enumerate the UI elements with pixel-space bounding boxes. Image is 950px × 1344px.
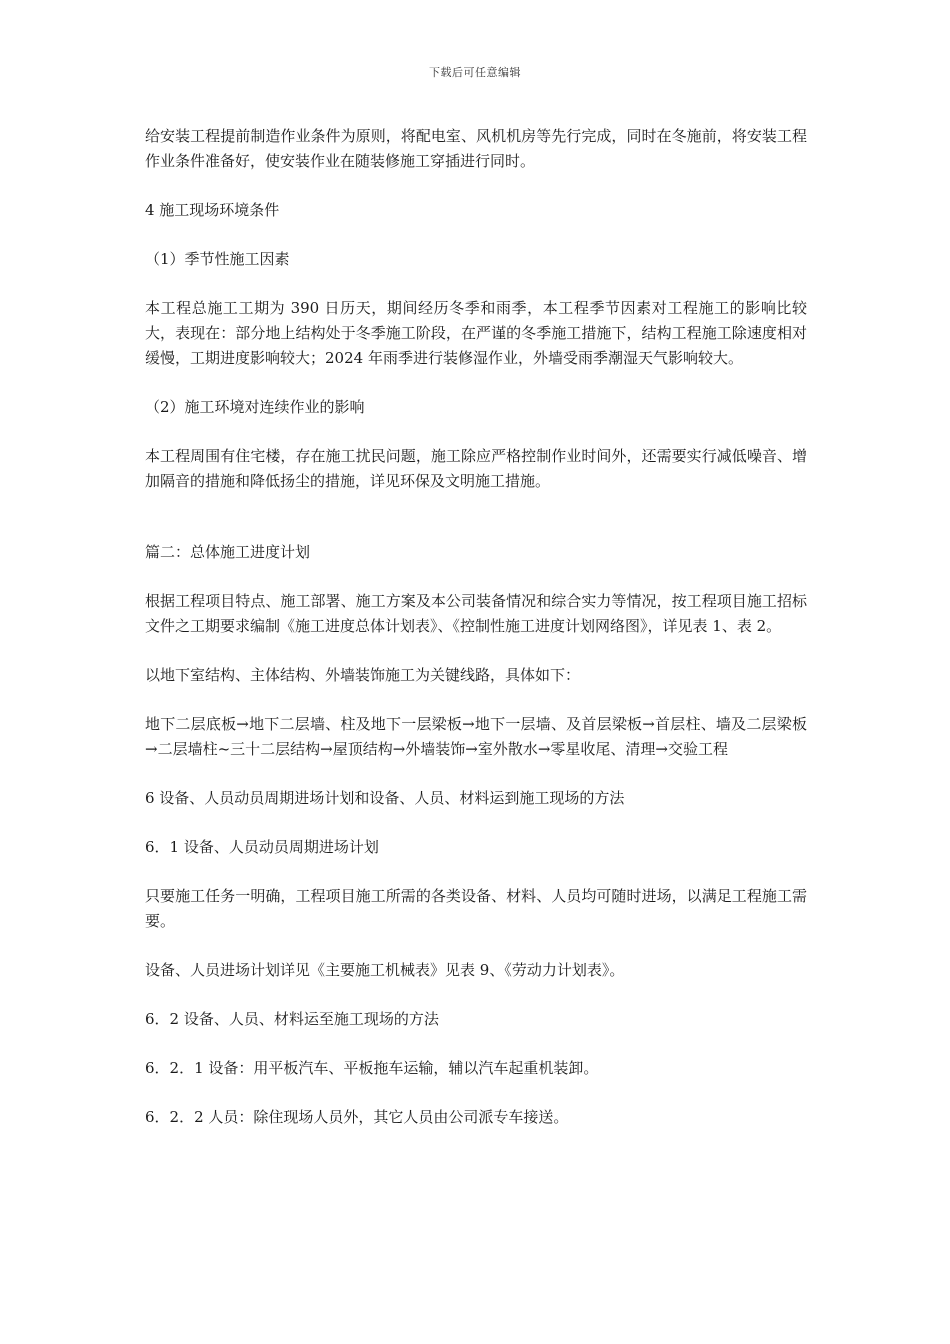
paragraph-continuous-work: 本工程周围有住宅楼，存在施工扰民问题，施工除应严格控制作业时间外，还需要实行减低噪音、增加隔音的措施和降低扬尘的措施，详见环保及文明施工措施。 — [145, 447, 807, 490]
paragraph-personnel-transport: 6．2．2 人员：除住现场人员外，其它人员由公司派专车接送。 — [145, 1108, 569, 1126]
subheading-transport-methods: 6．2 设备、人员、材料运至施工现场的方法 — [145, 1010, 439, 1028]
paragraph-construction-sequence: 地下二层底板→地下二层墙、柱及地下一层梁板→地下一层墙、及首层梁板→首层柱、墙及二层梁板→二层墙柱~三十二层结构→屋顶结构→外墙装饰→室外散水→零星收尾、清理→交验工程 — [145, 715, 807, 758]
paragraph-mobilization-tables: 设备、人员进场计划详见《主要施工机械表》见表 9、《劳动力计划表》。 — [145, 961, 625, 979]
section-heading-mobilization: 6 设备、人员动员周期进场计划和设备、人员、材料运到施工现场的方法 — [145, 789, 625, 807]
section-heading-overall-schedule: 篇二：总体施工进度计划 — [145, 543, 311, 561]
section-heading-site-environment: 4 施工现场环境条件 — [145, 201, 280, 219]
subheading-mobilization-plan: 6．1 设备、人员动员周期进场计划 — [145, 838, 379, 856]
paragraph-mobilization-plan: 只要施工任务一明确，工程项目施工所需的各类设备、材料、人员均可随时进场，以满足工程施工需要。 — [145, 887, 807, 930]
page-header: 下载后可任意编辑 — [429, 66, 521, 79]
paragraph-seasonal-factors: 本工程总施工工期为 390 日历天，期间经历冬季和雨季，本工程季节因素对工程施工的影响比较大，表现在：部分地上结构处于冬季施工阶段，在严谨的冬季施工措施下，结构工程施工除速度相对缓慢，工期进度影响较大；2024 年雨季进行装修湿作业，外墙受雨季潮湿天气影响较大。 — [145, 299, 807, 367]
subheading-continuous-work: （2）施工环境对连续作业的影响 — [145, 398, 365, 416]
paragraph-schedule-basis: 根据工程项目特点、施工部署、施工方案及本公司装备情况和综合实力等情况，按工程项目施工招标文件之工期要求编制《施工进度总体计划表》、《控制性施工进度计划网络图》，详见表 1、表 2。 — [145, 592, 807, 635]
document-body — [145, 124, 807, 1154]
subheading-seasonal-factors: （1）季节性施工因素 — [145, 250, 290, 268]
paragraph-critical-path: 以地下室结构、主体结构、外墙装饰施工为关键线路，具体如下： — [145, 666, 581, 684]
paragraph-equipment-transport: 6．2．1 设备：用平板汽车、平板拖车运输，辅以汽车起重机装卸。 — [145, 1059, 599, 1077]
paragraph-install-conditions: 给安装工程提前制造作业条件为原则，将配电室、风机机房等先行完成，同时在冬施前，将安装工程作业条件准备好，使安装作业在随装修施工穿插进行同时。 — [145, 127, 807, 170]
